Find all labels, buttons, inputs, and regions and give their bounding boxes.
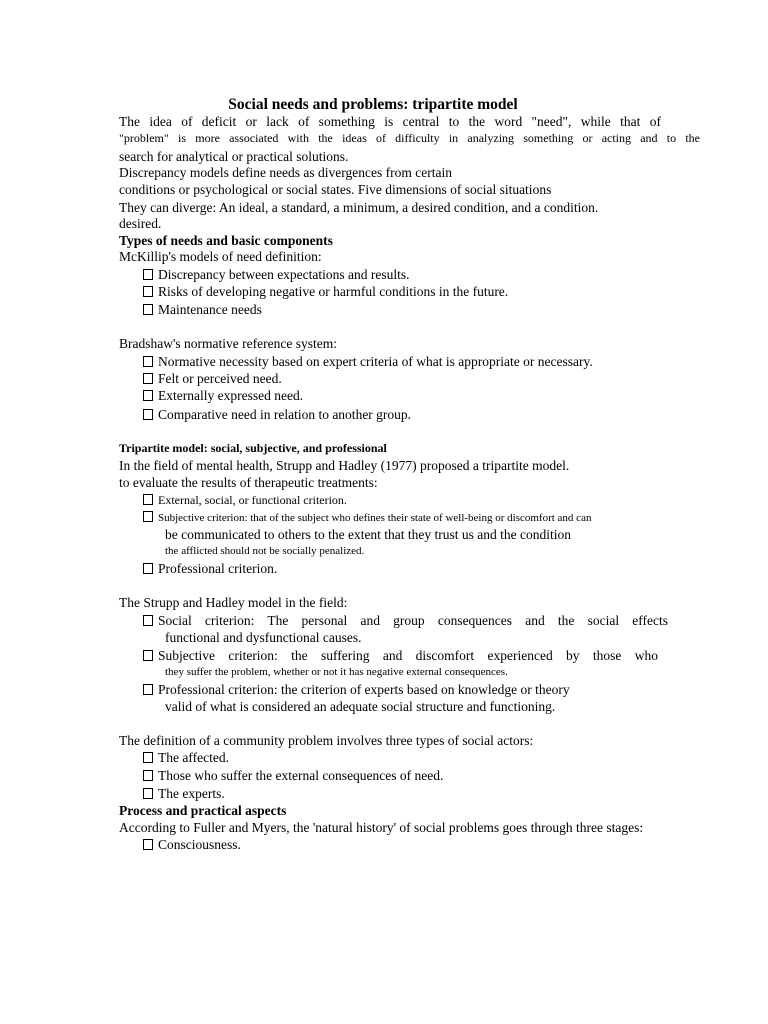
list-item-continuation: the afflicted should not be socially penalized. xyxy=(165,545,365,557)
list-item-continuation: functional and dysfunctional causes. xyxy=(165,630,362,645)
checkbox-icon xyxy=(143,511,153,522)
list-item: Professional criterion. xyxy=(143,560,277,577)
process-intro: According to Fuller and Myers, the 'natural history' of social problems goes through three stages: xyxy=(119,820,644,835)
checkbox-icon xyxy=(143,390,153,401)
list-item-continuation: they suffer the problem, whether or not it has negative external consequences. xyxy=(165,666,508,678)
intro-line-1: The idea of deficit or lack of something is central to the word "need", while that of xyxy=(119,114,661,129)
list-item: Externally expressed need. xyxy=(143,387,303,404)
list-item: Comparative need in relation to another group. xyxy=(143,406,411,423)
tripartite-line-2: to evaluate the results of therapeutic treatments: xyxy=(119,475,378,490)
checkbox-icon xyxy=(143,615,153,626)
process-heading: Process and practical aspects xyxy=(119,803,287,818)
checkbox-icon xyxy=(143,563,153,574)
list-item: Consciousness. xyxy=(143,836,241,853)
types-heading: Types of needs and basic components xyxy=(119,233,333,248)
checkbox-icon xyxy=(143,373,153,384)
list-item: The experts. xyxy=(143,785,225,802)
list-item: Social criterion: The personal and group consequences and the social effects xyxy=(143,612,668,629)
checkbox-icon xyxy=(143,788,153,799)
intro-line-7: desired. xyxy=(119,216,162,231)
page-title: Social needs and problems: tripartite model xyxy=(228,96,518,113)
intro-line-2: "problem" is more associated with the ideas of difficulty in analyzing something or acting and to the xyxy=(119,131,700,145)
checkbox-icon xyxy=(143,770,153,781)
list-item: External, social, or functional criterion. xyxy=(143,492,347,509)
list-item-continuation: valid of what is considered an adequate social structure and functioning. xyxy=(165,699,556,714)
list-item: Risks of developing negative or harmful conditions in the future. xyxy=(143,283,508,300)
field-intro: The Strupp and Hadley model in the field: xyxy=(119,595,348,610)
list-item: Those who suffer the external consequences of need. xyxy=(143,767,443,784)
list-item: Professional criterion: the criterion of experts based on knowledge or theory xyxy=(143,681,570,698)
checkbox-icon xyxy=(143,356,153,367)
bradshaw-intro: Bradshaw's normative reference system: xyxy=(119,336,337,351)
checkbox-icon xyxy=(143,409,153,420)
intro-line-5: conditions or psychological or social states. Five dimensions of social situations xyxy=(119,182,552,197)
checkbox-icon xyxy=(143,752,153,763)
list-item: Subjective criterion: the suffering and discomfort experienced by those who xyxy=(143,647,658,664)
intro-line-3: search for analytical or practical solutions. xyxy=(119,149,349,164)
list-item: Felt or perceived need. xyxy=(143,370,282,387)
checkbox-icon xyxy=(143,286,153,297)
community-intro: The definition of a community problem involves three types of social actors: xyxy=(119,733,534,748)
checkbox-icon xyxy=(143,650,153,661)
tripartite-heading: Tripartite model: social, subjective, and professional xyxy=(119,441,387,455)
tripartite-line-1: In the field of mental health, Strupp and Hadley (1977) proposed a tripartite model. xyxy=(119,458,570,473)
list-item: Discrepancy between expectations and results. xyxy=(143,266,410,283)
list-item-continuation: be communicated to others to the extent that they trust us and the condition xyxy=(165,527,572,542)
list-item: Normative necessity based on expert criteria of what is appropriate or necessary. xyxy=(143,353,593,370)
checkbox-icon xyxy=(143,269,153,280)
intro-line-6: They can diverge: An ideal, a standard, a minimum, a desired condition, and a condition. xyxy=(119,200,599,215)
intro-line-4: Discrepancy models define needs as divergences from certain xyxy=(119,165,452,180)
mckillip-intro: McKillip's models of need definition: xyxy=(119,249,322,264)
checkbox-icon xyxy=(143,839,153,850)
checkbox-icon xyxy=(143,494,153,505)
checkbox-icon xyxy=(143,684,153,695)
list-item: Maintenance needs xyxy=(143,301,262,318)
list-item: Subjective criterion: that of the subject who defines their state of well-being or discomfort and can xyxy=(143,510,591,527)
checkbox-icon xyxy=(143,304,153,315)
list-item: The affected. xyxy=(143,749,229,766)
